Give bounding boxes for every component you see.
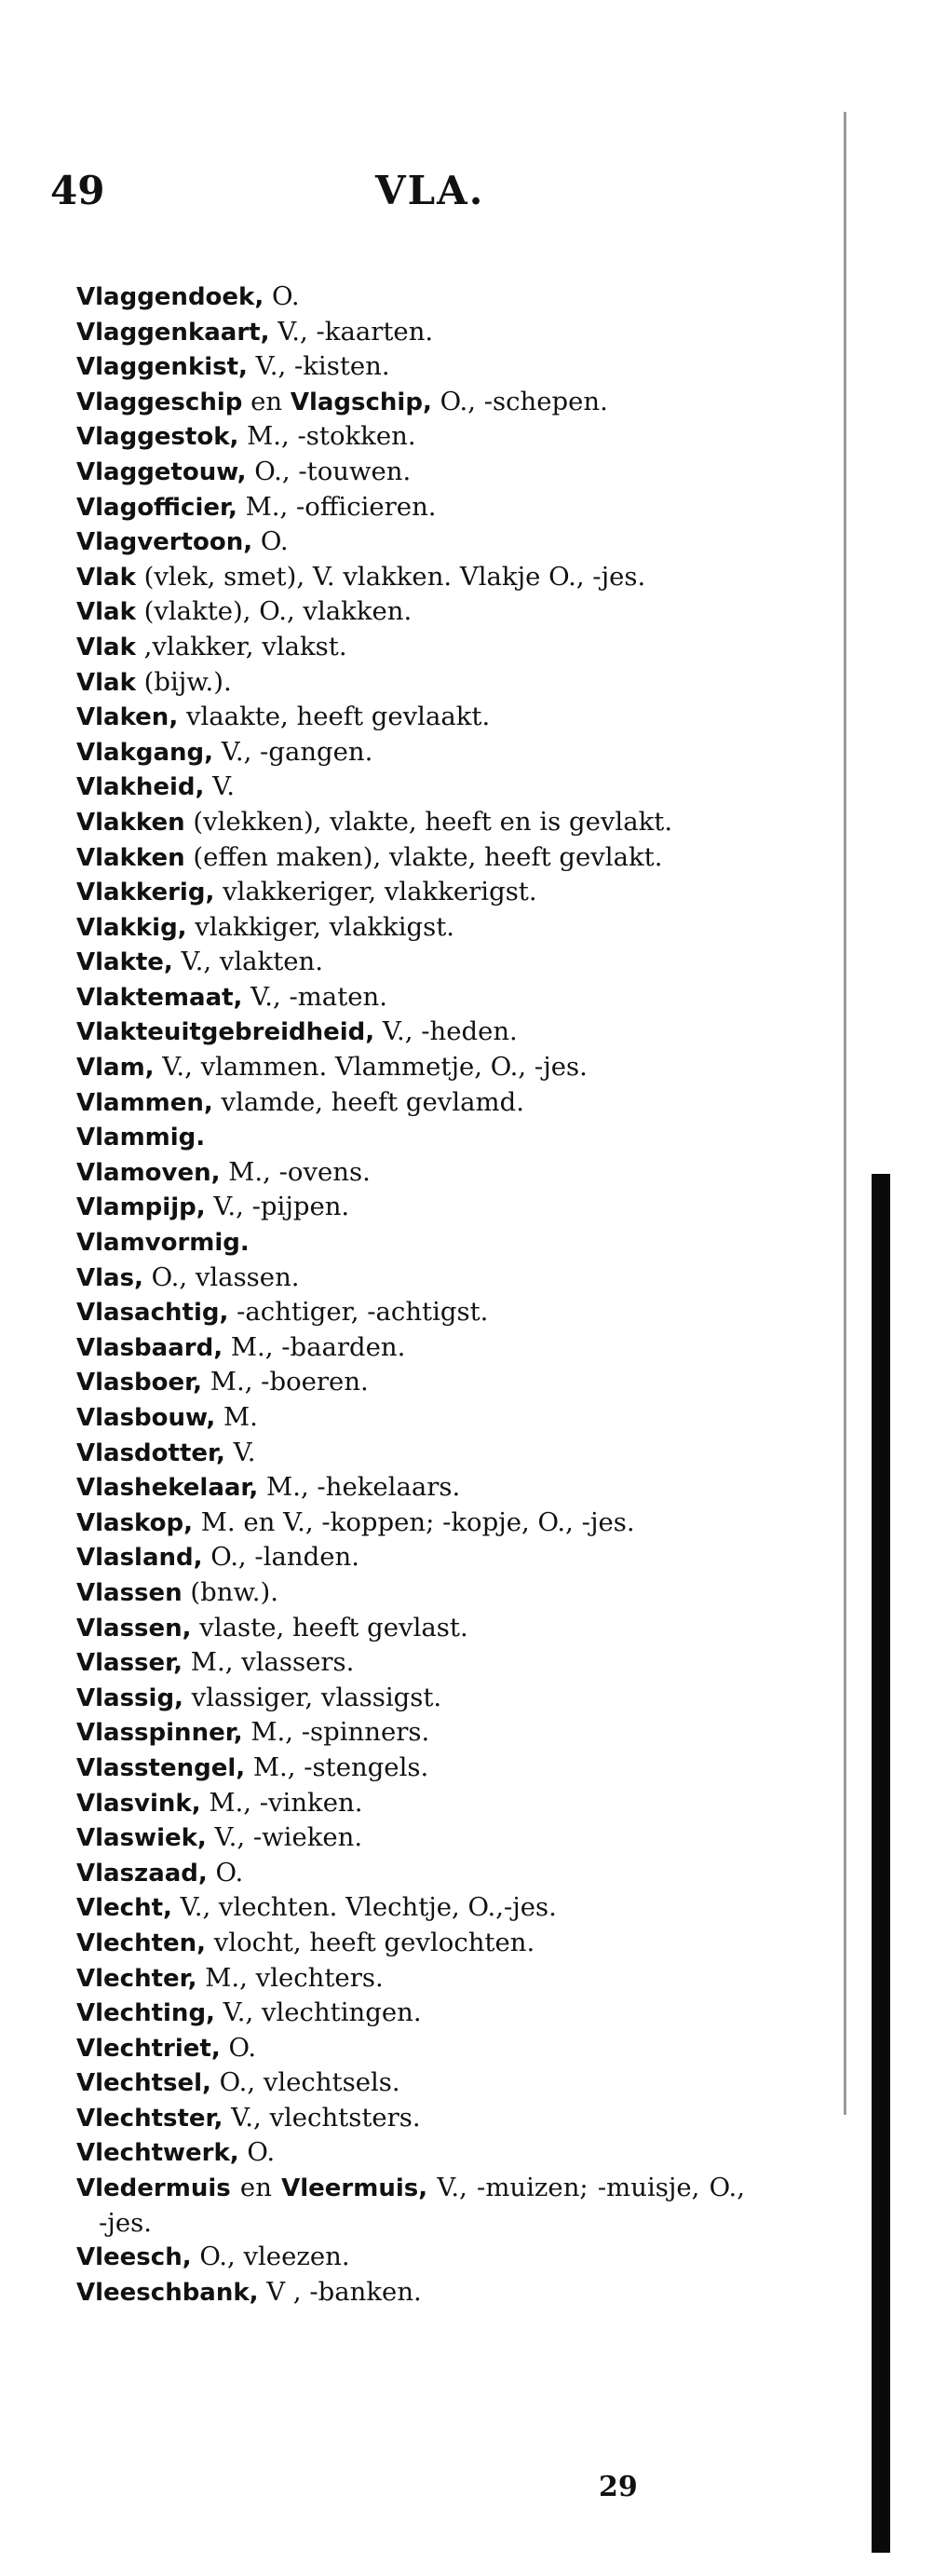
dictionary-entry bbox=[76, 1400, 745, 1436]
entry-definition: vlakkeriger, vlakkerigst. bbox=[214, 877, 537, 907]
dictionary-entry bbox=[76, 1926, 745, 1961]
entry-definition: O. bbox=[238, 2137, 276, 2168]
entry-definition: (bnw.). bbox=[182, 1576, 278, 1607]
entry-headword: Vlashekelaar, bbox=[76, 1474, 259, 1503]
entry-headword: Vlechtwerk, bbox=[76, 2139, 239, 2168]
entry-headword: Vledermuis bbox=[76, 2174, 231, 2203]
entry-headword: Vlasstengel, bbox=[76, 1753, 246, 1782]
dictionary-entry bbox=[76, 1015, 745, 1050]
entry-definition: V., -kaarten. bbox=[269, 316, 434, 347]
entry-headword: Vlakkig, bbox=[76, 913, 187, 942]
entry-headword: Vlaszaad, bbox=[76, 1859, 208, 1888]
entry-definition: vlaakte, heeft gevlaakt. bbox=[178, 702, 491, 732]
dictionary-entry bbox=[76, 1820, 745, 1856]
dictionary-entry bbox=[76, 1365, 745, 1400]
dictionary-entry bbox=[76, 1261, 745, 1296]
dictionary-entry bbox=[76, 805, 745, 840]
entry-definition: ,vlakker, vlakst. bbox=[135, 631, 347, 661]
entry-definition: M., -officieren. bbox=[237, 491, 437, 522]
page-header bbox=[45, 168, 566, 224]
dictionary-entry bbox=[76, 700, 745, 735]
entry-definition: O. bbox=[252, 526, 289, 557]
dictionary-entry bbox=[76, 735, 745, 770]
entry-definition: en bbox=[242, 386, 291, 416]
entry-headword: Vlamoven, bbox=[76, 1158, 221, 1187]
entry-headword: Vlechting, bbox=[76, 1999, 215, 2028]
dictionary-entry bbox=[76, 1155, 745, 1191]
entry-headword: Vlaskop, bbox=[76, 1508, 193, 1537]
entry-headword: Vlecht, bbox=[76, 1894, 172, 1923]
dictionary-entry bbox=[76, 525, 745, 560]
entry-headword: Vlak bbox=[76, 598, 136, 627]
entry-definition: en bbox=[230, 2173, 282, 2203]
entry-headword: Vlasboer, bbox=[76, 1369, 203, 1397]
dictionary-entry bbox=[76, 980, 745, 1015]
entry-definition: V., vlechten. Vlechtje, O.,-jes. bbox=[171, 1892, 557, 1923]
entry-headword: Vlaggendoek, bbox=[76, 283, 264, 311]
dictionary-entry bbox=[76, 349, 745, 385]
entry-definition: V., -gangen. bbox=[213, 736, 373, 767]
entry-headword: Vlasspinner, bbox=[76, 1719, 243, 1748]
dictionary-entry bbox=[76, 1470, 745, 1506]
entry-headword: Vlechtsel, bbox=[76, 2069, 211, 2098]
entry-headword: Vlasdotter, bbox=[76, 1438, 225, 1467]
entry-definition: (vlekken), vlakte, heeft en is gevlakt. bbox=[184, 806, 673, 837]
entry-definition: V., -pijpen. bbox=[205, 1192, 350, 1222]
entry-definition: vlocht, heeft gevlochten. bbox=[206, 1927, 535, 1957]
dictionary-entry bbox=[76, 1890, 745, 1926]
dictionary-entry bbox=[76, 2171, 745, 2240]
entry-headword: Vlaswiek, bbox=[76, 1824, 207, 1853]
entry-definition: M., -boeren. bbox=[202, 1367, 369, 1397]
entry-definition: O., -landen. bbox=[202, 1542, 359, 1573]
entry-headword: Vlaggeschip bbox=[76, 388, 243, 416]
entry-definition: O., vlassen. bbox=[142, 1261, 300, 1292]
dictionary-entry bbox=[76, 1786, 745, 1821]
entry-headword: Vlam, bbox=[76, 1054, 155, 1083]
entry-headword: Vlak bbox=[76, 633, 136, 661]
binding-edge-bar bbox=[872, 1174, 890, 2553]
entry-definition: V., -kisten. bbox=[247, 351, 390, 382]
entry-definition: V., vlechtingen. bbox=[214, 1997, 422, 2028]
entry-headword: Vlaggestok, bbox=[76, 423, 239, 452]
dictionary-entry bbox=[76, 1715, 745, 1751]
dictionary-entry bbox=[76, 1085, 745, 1121]
entry-headword: Vlasland, bbox=[76, 1544, 203, 1573]
dictionary-entry bbox=[76, 1996, 745, 2031]
dictionary-entry bbox=[76, 1436, 745, 1471]
dictionary-entry bbox=[76, 1645, 745, 1681]
entry-headword: Vlaken, bbox=[76, 703, 179, 732]
dictionary-entry bbox=[76, 455, 745, 490]
entry-definition: vlassiger, vlassigst. bbox=[183, 1682, 442, 1712]
entry-headword: Vlampijp, bbox=[76, 1193, 206, 1222]
entry-definition: (effen maken), vlakte, heeft gevlakt. bbox=[184, 841, 663, 872]
entry-definition: M. en V., -koppen; -kopje, O., -jes. bbox=[193, 1506, 635, 1537]
dictionary-entry bbox=[76, 1961, 745, 1997]
entry-headword: Vlassen, bbox=[76, 1614, 192, 1642]
entry-headword: Vlamvormig. bbox=[76, 1229, 250, 1258]
entry-headword: Vlechter, bbox=[76, 1964, 197, 1993]
dictionary-entry bbox=[76, 630, 745, 665]
entry-headword: Vlechtriet, bbox=[76, 2034, 221, 2063]
entry-headword: Vlakken bbox=[76, 808, 185, 837]
entry-definition: -achtiger, -achtigst. bbox=[228, 1297, 489, 1328]
footer-page-number: 29 bbox=[599, 2471, 638, 2503]
entry-definition: M., -stengels. bbox=[245, 1751, 429, 1782]
entry-definition: O., vlechtsels. bbox=[210, 2067, 400, 2098]
entry-definition: V., -maten. bbox=[242, 981, 387, 1012]
entry-headword: Vlasvink, bbox=[76, 1789, 201, 1818]
entry-headword: Vlakgang, bbox=[76, 738, 214, 767]
entry-definition: O. bbox=[220, 2032, 257, 2063]
entry-headword: Vlasbaard, bbox=[76, 1333, 223, 1362]
entry-headword: Vlassig, bbox=[76, 1683, 183, 1712]
running-head: VLA. bbox=[375, 168, 485, 213]
dictionary-entry bbox=[76, 1050, 745, 1085]
entry-definition: M., -ovens. bbox=[220, 1156, 371, 1187]
entry-definition: V., -wieken. bbox=[206, 1822, 363, 1853]
dictionary-entry bbox=[76, 490, 745, 525]
dictionary-entry bbox=[76, 1611, 745, 1646]
entry-definition: vlaste, heeft gevlast. bbox=[191, 1612, 468, 1642]
entry-headword: Vlammig. bbox=[76, 1124, 206, 1152]
dictionary-entry bbox=[76, 1190, 745, 1225]
dictionary-entry bbox=[76, 1120, 745, 1155]
dictionary-entry bbox=[76, 1506, 745, 1541]
entry-headword: Vlaggenkist, bbox=[76, 353, 248, 382]
entry-headword: Vlak bbox=[76, 563, 136, 592]
entry-headword: Vlakken bbox=[76, 843, 185, 872]
entry-headword: Vlaktemaat, bbox=[76, 983, 243, 1012]
entry-definition: (bijw.). bbox=[135, 666, 232, 697]
entry-headword: Vlagofficier, bbox=[76, 493, 237, 522]
entry-headword: Vlaggetouw, bbox=[76, 457, 247, 486]
entry-definition: M., -hekelaars. bbox=[258, 1472, 461, 1503]
entry-definition: M. bbox=[215, 1402, 258, 1432]
dictionary-entry bbox=[76, 1330, 745, 1366]
entry-definition: V , -banken. bbox=[258, 2276, 422, 2307]
dictionary-entry bbox=[76, 2065, 745, 2101]
entry-headword-variant: Vlagschip, bbox=[290, 388, 432, 416]
entry-definition: vlakkiger, vlakkigst. bbox=[186, 911, 454, 942]
entry-headword: Vlasser, bbox=[76, 1649, 183, 1678]
entry-definition: O. bbox=[207, 1857, 244, 1888]
dictionary-entry bbox=[76, 2240, 745, 2275]
entry-definition: (vlakte), O., vlakken. bbox=[135, 596, 413, 627]
entry-headword: Vlassen bbox=[76, 1578, 183, 1607]
entry-definition: V. bbox=[204, 771, 235, 802]
entry-headword: Vleesch, bbox=[76, 2243, 192, 2272]
margin-rule bbox=[844, 112, 846, 2115]
entry-definition: V., vlakten. bbox=[172, 947, 323, 977]
entry-definition: M., -vinken. bbox=[200, 1787, 363, 1818]
entry-headword: Vlakte, bbox=[76, 948, 173, 977]
entry-headword: Vlasbouw, bbox=[76, 1404, 216, 1432]
dictionary-entry bbox=[76, 2135, 745, 2171]
entry-headword: Vlas, bbox=[76, 1263, 143, 1292]
entry-definition: O., -touwen. bbox=[246, 456, 412, 486]
dictionary-entry bbox=[76, 665, 745, 701]
entry-definition: V., vlechtsters. bbox=[223, 2102, 421, 2133]
dictionary-entry bbox=[76, 910, 745, 946]
entry-definition: V., vlammen. Vlammetje, O., -jes. bbox=[154, 1052, 588, 1083]
entry-headword: Vlagvertoon, bbox=[76, 528, 253, 557]
entry-definition: O. bbox=[264, 281, 300, 311]
entry-definition: O., -schepen. bbox=[431, 386, 608, 416]
entry-definition: M., vlassers. bbox=[183, 1647, 355, 1678]
entry-headword: Vlechten, bbox=[76, 1929, 207, 1957]
entry-definition: V., -heden. bbox=[374, 1016, 518, 1047]
entry-definition: M., vlechters. bbox=[196, 1962, 384, 1993]
entry-headword: Vlakheid, bbox=[76, 773, 205, 802]
entry-definition: M., -stokken. bbox=[238, 421, 416, 452]
dictionary-entry bbox=[76, 875, 745, 910]
dictionary-entry bbox=[76, 2101, 745, 2136]
dictionary-entry bbox=[76, 385, 745, 420]
entry-definition: M., -spinners. bbox=[242, 1717, 430, 1748]
dictionary-entry bbox=[76, 560, 745, 595]
dictionary-entry bbox=[76, 1575, 745, 1611]
dictionary-entry bbox=[76, 840, 745, 876]
entry-definition: V., -muizen; -muisje, O., -jes. bbox=[99, 2173, 746, 2238]
entry-headword: Vlechtster, bbox=[76, 2104, 223, 2133]
dictionary-entry bbox=[76, 315, 745, 350]
entry-headword: Vlak bbox=[76, 668, 136, 697]
dictionary-entry bbox=[76, 279, 745, 315]
dictionary-entry bbox=[76, 2031, 745, 2066]
entry-headword: Vlakkerig, bbox=[76, 879, 215, 907]
entry-headword: Vlaggenkaart, bbox=[76, 318, 270, 347]
dictionary-entry bbox=[76, 1856, 745, 1891]
dictionary-entry bbox=[76, 1225, 745, 1261]
entry-headword-variant: Vleermuis, bbox=[281, 2174, 428, 2203]
entry-definition: M., -baarden. bbox=[223, 1331, 406, 1362]
dictionary-entry bbox=[76, 945, 745, 980]
entry-headword: Vlakteuitgebreidheid, bbox=[76, 1018, 375, 1047]
dictionary-entry bbox=[76, 2275, 745, 2310]
dictionary-entry bbox=[76, 770, 745, 805]
page-number: 49 bbox=[50, 168, 105, 213]
dictionary-entry bbox=[76, 1681, 745, 1716]
dictionary-entries bbox=[76, 279, 745, 2310]
entry-headword: Vlasachtig, bbox=[76, 1299, 229, 1328]
dictionary-entry bbox=[76, 594, 745, 630]
dictionary-entry bbox=[76, 1295, 745, 1330]
entry-definition: vlamde, heeft gevlamd. bbox=[212, 1086, 524, 1117]
entry-definition: (vlek, smet), V. vlakken. Vlakje O., -jes. bbox=[135, 561, 646, 592]
dictionary-entry bbox=[76, 419, 745, 455]
entry-headword: Vleeschbank, bbox=[76, 2278, 259, 2307]
entry-headword: Vlammen, bbox=[76, 1088, 213, 1117]
dictionary-entry bbox=[76, 1540, 745, 1575]
dictionary-entry bbox=[76, 1751, 745, 1786]
entry-definition: O., vleezen. bbox=[191, 2242, 350, 2272]
entry-definition: V. bbox=[224, 1437, 256, 1467]
